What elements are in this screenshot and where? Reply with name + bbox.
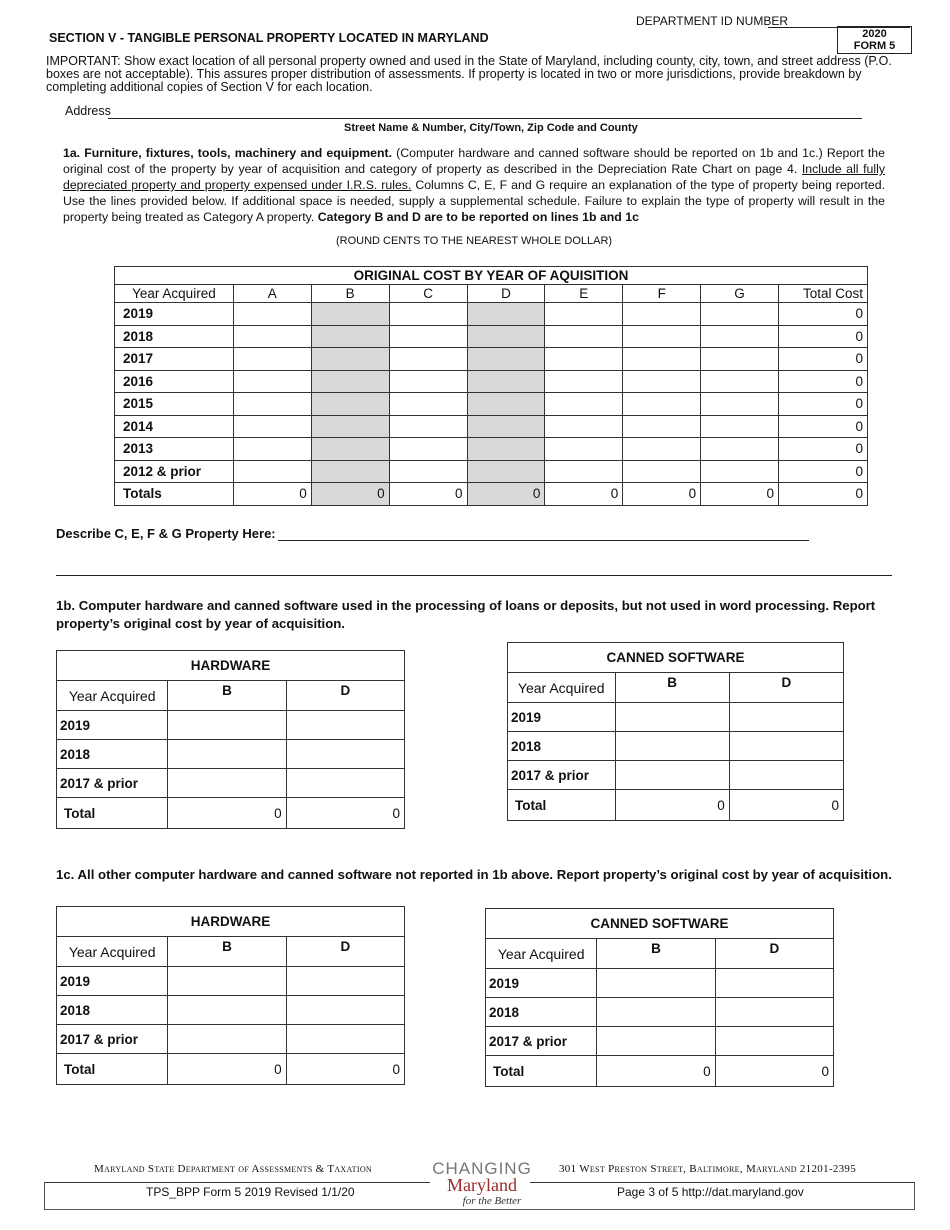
input-cell-a[interactable]	[233, 325, 311, 348]
table-total-row	[486, 1056, 834, 1087]
total-cell-f: 0	[623, 483, 701, 506]
input-cell-d[interactable]	[729, 703, 843, 732]
round-cents-note: (ROUND CENTS TO THE NEAREST WHOLE DOLLAR)	[336, 235, 613, 247]
col-header-f: F	[623, 285, 701, 303]
footer-rule-left	[44, 1182, 430, 1183]
1c-software-title: CANNED SOFTWARE	[486, 909, 834, 939]
section-1a-instructions	[63, 145, 885, 225]
department-id-label-text: DEPARTMENT ID NUMBER	[636, 14, 789, 28]
year-cell: 2018	[115, 325, 234, 348]
input-cell-b[interactable]	[597, 998, 715, 1027]
input-cell-g[interactable]	[701, 438, 779, 461]
input-cell-d[interactable]	[286, 711, 404, 740]
input-cell-d[interactable]	[729, 761, 843, 790]
input-cell-d[interactable]	[715, 1027, 833, 1056]
year-cell: 2019	[486, 969, 597, 998]
input-cell-d[interactable]	[286, 769, 404, 798]
input-cell-d[interactable]	[715, 969, 833, 998]
input-cell-e[interactable]	[545, 348, 623, 371]
input-cell-c[interactable]	[389, 325, 467, 348]
footer-rule-right	[530, 1182, 915, 1183]
input-cell-a[interactable]	[233, 370, 311, 393]
form-year: 2020	[862, 28, 887, 40]
input-cell-b[interactable]	[615, 703, 729, 732]
input-cell-c[interactable]	[389, 348, 467, 371]
input-cell-g[interactable]	[701, 370, 779, 393]
original-cost-table-title: ORIGINAL COST BY YEAR OF AQUISITION	[115, 267, 868, 285]
section-1c-instructions: 1c. All other computer hardware and canned software not reported in 1b above. Report property’s original cost by year of acquisition.	[56, 867, 892, 882]
department-id-label	[636, 14, 788, 28]
table-row	[57, 740, 405, 769]
table-header-row	[57, 681, 405, 711]
input-cell-b[interactable]	[168, 769, 286, 798]
input-cell-b	[311, 393, 389, 416]
input-cell-e[interactable]	[545, 303, 623, 326]
input-cell-e[interactable]	[545, 393, 623, 416]
year-cell: 2017 & prior	[57, 1025, 168, 1054]
address-label: Address	[65, 104, 111, 118]
year-cell: 2018	[57, 996, 168, 1025]
row-total-cell: 0	[779, 460, 868, 483]
describe-property-field[interactable]	[278, 540, 809, 541]
input-cell-b	[311, 325, 389, 348]
describe-property-field-line2[interactable]	[56, 575, 892, 576]
total-cell-grand: 0	[779, 483, 868, 506]
year-cell: 2017 & prior	[57, 769, 168, 798]
table-row	[115, 393, 868, 416]
section-1a-text-part2: Columns C, E, F and G require an explanation of the type of property being reported. Use the lines provided below. If additional space is needed, supply a supplemental schedule. Failure to explain the type of property will result in the property being treated as Category A property.	[63, 178, 885, 224]
col-header-d: D	[729, 673, 843, 703]
input-cell-a[interactable]	[233, 415, 311, 438]
year-cell: 2017	[115, 348, 234, 371]
col-header-d: D	[715, 939, 833, 969]
table-row	[115, 303, 868, 326]
total-cell-a: 0	[233, 483, 311, 506]
input-cell-c[interactable]	[389, 393, 467, 416]
table-row	[486, 969, 834, 998]
total-label: Total	[508, 790, 616, 821]
1b-software-title: CANNED SOFTWARE	[508, 643, 844, 673]
col-header-d: D	[286, 681, 404, 711]
col-header-g: G	[701, 285, 779, 303]
input-cell-b[interactable]	[168, 967, 286, 996]
1b-hardware-title: HARDWARE	[57, 651, 405, 681]
input-cell-d	[467, 438, 545, 461]
input-cell-d[interactable]	[286, 996, 404, 1025]
address-field[interactable]	[108, 118, 862, 119]
col-header-c: C	[389, 285, 467, 303]
total-cell-d: 0	[286, 798, 404, 829]
logo-line3: for the Better	[462, 1195, 522, 1207]
input-cell-d	[467, 415, 545, 438]
input-cell-d[interactable]	[286, 740, 404, 769]
year-cell: 2013	[115, 438, 234, 461]
describe-property-label: Describe C, E, F & G Property Here:	[56, 526, 276, 541]
input-cell-g[interactable]	[701, 460, 779, 483]
input-cell-f[interactable]	[623, 438, 701, 461]
table-row	[115, 348, 868, 371]
table-total-row	[508, 790, 844, 821]
input-cell-g[interactable]	[701, 415, 779, 438]
1b-software-table	[507, 642, 844, 821]
table-row	[508, 703, 844, 732]
input-cell-d	[467, 393, 545, 416]
input-cell-f[interactable]	[623, 303, 701, 326]
input-cell-e[interactable]	[545, 415, 623, 438]
row-total-cell: 0	[779, 370, 868, 393]
input-cell-b[interactable]	[615, 761, 729, 790]
col-header-year-acquired: Year Acquired	[115, 285, 234, 303]
changing-maryland-logo	[427, 1161, 537, 1209]
input-cell-f[interactable]	[623, 348, 701, 371]
footer-form-id: TPS_BPP Form 5 2019 Revised 1/1/20	[146, 1185, 355, 1199]
table-row	[115, 325, 868, 348]
total-cell-d: 0	[286, 1054, 404, 1085]
table-title-row	[508, 643, 844, 673]
year-cell: 2017 & prior	[508, 761, 616, 790]
input-cell-d	[467, 348, 545, 371]
footer-rule-edge-right	[914, 1182, 915, 1210]
col-header-b: B	[597, 939, 715, 969]
year-cell: 2019	[57, 711, 168, 740]
table-row	[57, 769, 405, 798]
col-header-b: B	[615, 673, 729, 703]
col-header-year-acquired: Year Acquired	[486, 939, 597, 969]
input-cell-g[interactable]	[701, 303, 779, 326]
footer-page: Page 3 of 5 http://dat.maryland.gov	[617, 1185, 804, 1199]
logo-line1: CHANGING	[432, 1159, 532, 1178]
footer-address: 301 West Preston Street, Baltimore, Maryland 21201-2395	[559, 1163, 857, 1175]
table-header-row	[57, 937, 405, 967]
col-header-b: B	[311, 285, 389, 303]
section-1a-heading: 1a. Furniture, fixtures, tools, machinery and equipment.	[63, 146, 393, 160]
row-total-cell: 0	[779, 348, 868, 371]
col-header-b: B	[168, 937, 286, 967]
address-caption: Street Name & Number, City/Town, Zip Code and County	[344, 122, 638, 134]
1c-hardware-title: HARDWARE	[57, 907, 405, 937]
col-header-d: D	[467, 285, 545, 303]
table-row	[508, 761, 844, 790]
year-cell: 2018	[57, 740, 168, 769]
input-cell-b[interactable]	[168, 996, 286, 1025]
input-cell-f[interactable]	[623, 325, 701, 348]
total-cell-d: 0	[467, 483, 545, 506]
input-cell-d[interactable]	[715, 998, 833, 1027]
1c-hardware-table	[56, 906, 405, 1085]
input-cell-d[interactable]	[729, 732, 843, 761]
year-cell: 2019	[508, 703, 616, 732]
input-cell-g[interactable]	[701, 348, 779, 371]
row-total-cell: 0	[779, 393, 868, 416]
table-title-row	[57, 651, 405, 681]
total-label: Total	[57, 1054, 168, 1085]
input-cell-b[interactable]	[168, 1025, 286, 1054]
table-row	[486, 998, 834, 1027]
1b-hardware-table	[56, 650, 405, 829]
year-cell: 2017 & prior	[486, 1027, 597, 1056]
table-row	[508, 732, 844, 761]
table-title-row	[57, 907, 405, 937]
table-row	[115, 460, 868, 483]
year-cell: 2019	[57, 967, 168, 996]
input-cell-g[interactable]	[701, 325, 779, 348]
input-cell-c[interactable]	[389, 303, 467, 326]
input-cell-b	[311, 348, 389, 371]
input-cell-b[interactable]	[168, 740, 286, 769]
total-cell-b: 0	[168, 798, 286, 829]
table-row	[57, 996, 405, 1025]
total-cell-b: 0	[168, 1054, 286, 1085]
total-cell-b: 0	[311, 483, 389, 506]
total-cell-d: 0	[729, 790, 843, 821]
table-title-row	[486, 909, 834, 939]
input-cell-d	[467, 303, 545, 326]
row-total-cell: 0	[779, 415, 868, 438]
col-header-b: B	[168, 681, 286, 711]
year-cell: 2018	[486, 998, 597, 1027]
table-header-row	[486, 939, 834, 969]
totals-label: Totals	[115, 483, 234, 506]
input-cell-d	[467, 325, 545, 348]
section-1a-bold-note: Category B and D are to be reported on lines 1b and 1c	[317, 210, 639, 224]
input-cell-f[interactable]	[623, 393, 701, 416]
row-total-cell: 0	[779, 303, 868, 326]
input-cell-g[interactable]	[701, 393, 779, 416]
year-cell: 2019	[115, 303, 234, 326]
input-cell-d[interactable]	[286, 1025, 404, 1054]
footer-rule-bottom	[44, 1209, 915, 1210]
input-cell-b	[311, 460, 389, 483]
input-cell-a[interactable]	[233, 438, 311, 461]
input-cell-b[interactable]	[597, 1027, 715, 1056]
input-cell-e[interactable]	[545, 438, 623, 461]
input-cell-e[interactable]	[545, 460, 623, 483]
row-total-cell: 0	[779, 325, 868, 348]
col-header-e: E	[545, 285, 623, 303]
col-header-year-acquired: Year Acquired	[57, 937, 168, 967]
table-total-row	[57, 798, 405, 829]
important-notice: IMPORTANT: Show exact location of all personal property owned and used in the State of Maryland, including county, city, town, and street address (P.O. boxes are not acceptable). This assures proper distribution of assessments. If property is located in two or more jurisdictions, provide breakdown by completing additional copies of Section V for each location.	[46, 54, 892, 94]
section-1a-underlined-text: Include all fully depreciated property and property expensed under I.R.S. rules.	[63, 162, 885, 192]
year-cell: 2018	[508, 732, 616, 761]
year-cell: 2016	[115, 370, 234, 393]
footer-agency: Maryland State Department of Assessments & Taxation	[94, 1163, 372, 1175]
table-row	[57, 967, 405, 996]
table-header-row	[508, 673, 844, 703]
input-cell-d[interactable]	[286, 967, 404, 996]
original-cost-table	[114, 266, 868, 506]
section-title: SECTION V - TANGIBLE PERSONAL PROPERTY LOCATED IN MARYLAND	[49, 31, 489, 45]
section-1b-instructions: 1b. Computer hardware and canned software used in the processing of loans or deposits, but not used in word processing. Report property’s original cost by year of acquisition.	[56, 598, 876, 631]
year-cell: 2012 & prior	[115, 460, 234, 483]
input-cell-b[interactable]	[168, 711, 286, 740]
col-header-year-acquired: Year Acquired	[508, 673, 616, 703]
total-cell-g: 0	[701, 483, 779, 506]
input-cell-f[interactable]	[623, 370, 701, 393]
table-row	[115, 370, 868, 393]
year-cell: 2014	[115, 415, 234, 438]
table-row	[57, 711, 405, 740]
total-label: Total	[486, 1056, 597, 1087]
table-row	[115, 438, 868, 461]
input-cell-c[interactable]	[389, 370, 467, 393]
table-total-row	[57, 1054, 405, 1085]
input-cell-c[interactable]	[389, 438, 467, 461]
input-cell-c[interactable]	[389, 415, 467, 438]
input-cell-d	[467, 460, 545, 483]
input-cell-a[interactable]	[233, 460, 311, 483]
input-cell-e[interactable]	[545, 370, 623, 393]
row-total-cell: 0	[779, 438, 868, 461]
col-header-total-cost: Total Cost	[779, 285, 868, 303]
year-cell: 2015	[115, 393, 234, 416]
section-1a-text-part1: (Computer hardware and canned software should be reported on 1b and 1c.) Report the original cost of the property by year of acquisition and category of property as described in the Depreciation Rate Chart on page 4.	[63, 146, 885, 176]
col-header-d: D	[286, 937, 404, 967]
input-cell-f[interactable]	[623, 415, 701, 438]
total-cell-b: 0	[597, 1056, 715, 1087]
total-cell-c: 0	[389, 483, 467, 506]
table-row	[115, 415, 868, 438]
1c-software-table	[485, 908, 834, 1087]
input-cell-b	[311, 370, 389, 393]
input-cell-c[interactable]	[389, 460, 467, 483]
total-cell-b: 0	[615, 790, 729, 821]
footer-rule-edge-left	[44, 1182, 45, 1210]
input-cell-b[interactable]	[615, 732, 729, 761]
input-cell-a[interactable]	[233, 348, 311, 371]
input-cell-b[interactable]	[597, 969, 715, 998]
table-row	[486, 1027, 834, 1056]
logo-line2: Maryland	[447, 1175, 517, 1195]
col-header-year-acquired: Year Acquired	[57, 681, 168, 711]
input-cell-b	[311, 438, 389, 461]
table-row	[57, 1025, 405, 1054]
form-badge	[837, 26, 912, 54]
total-cell-e: 0	[545, 483, 623, 506]
total-label: Total	[57, 798, 168, 829]
input-cell-b	[311, 303, 389, 326]
col-header-a: A	[233, 285, 311, 303]
input-cell-a[interactable]	[233, 303, 311, 326]
input-cell-a[interactable]	[233, 393, 311, 416]
input-cell-b	[311, 415, 389, 438]
form-name: FORM 5	[853, 40, 896, 52]
total-cell-d: 0	[715, 1056, 833, 1087]
input-cell-e[interactable]	[545, 325, 623, 348]
input-cell-d	[467, 370, 545, 393]
input-cell-f[interactable]	[623, 460, 701, 483]
